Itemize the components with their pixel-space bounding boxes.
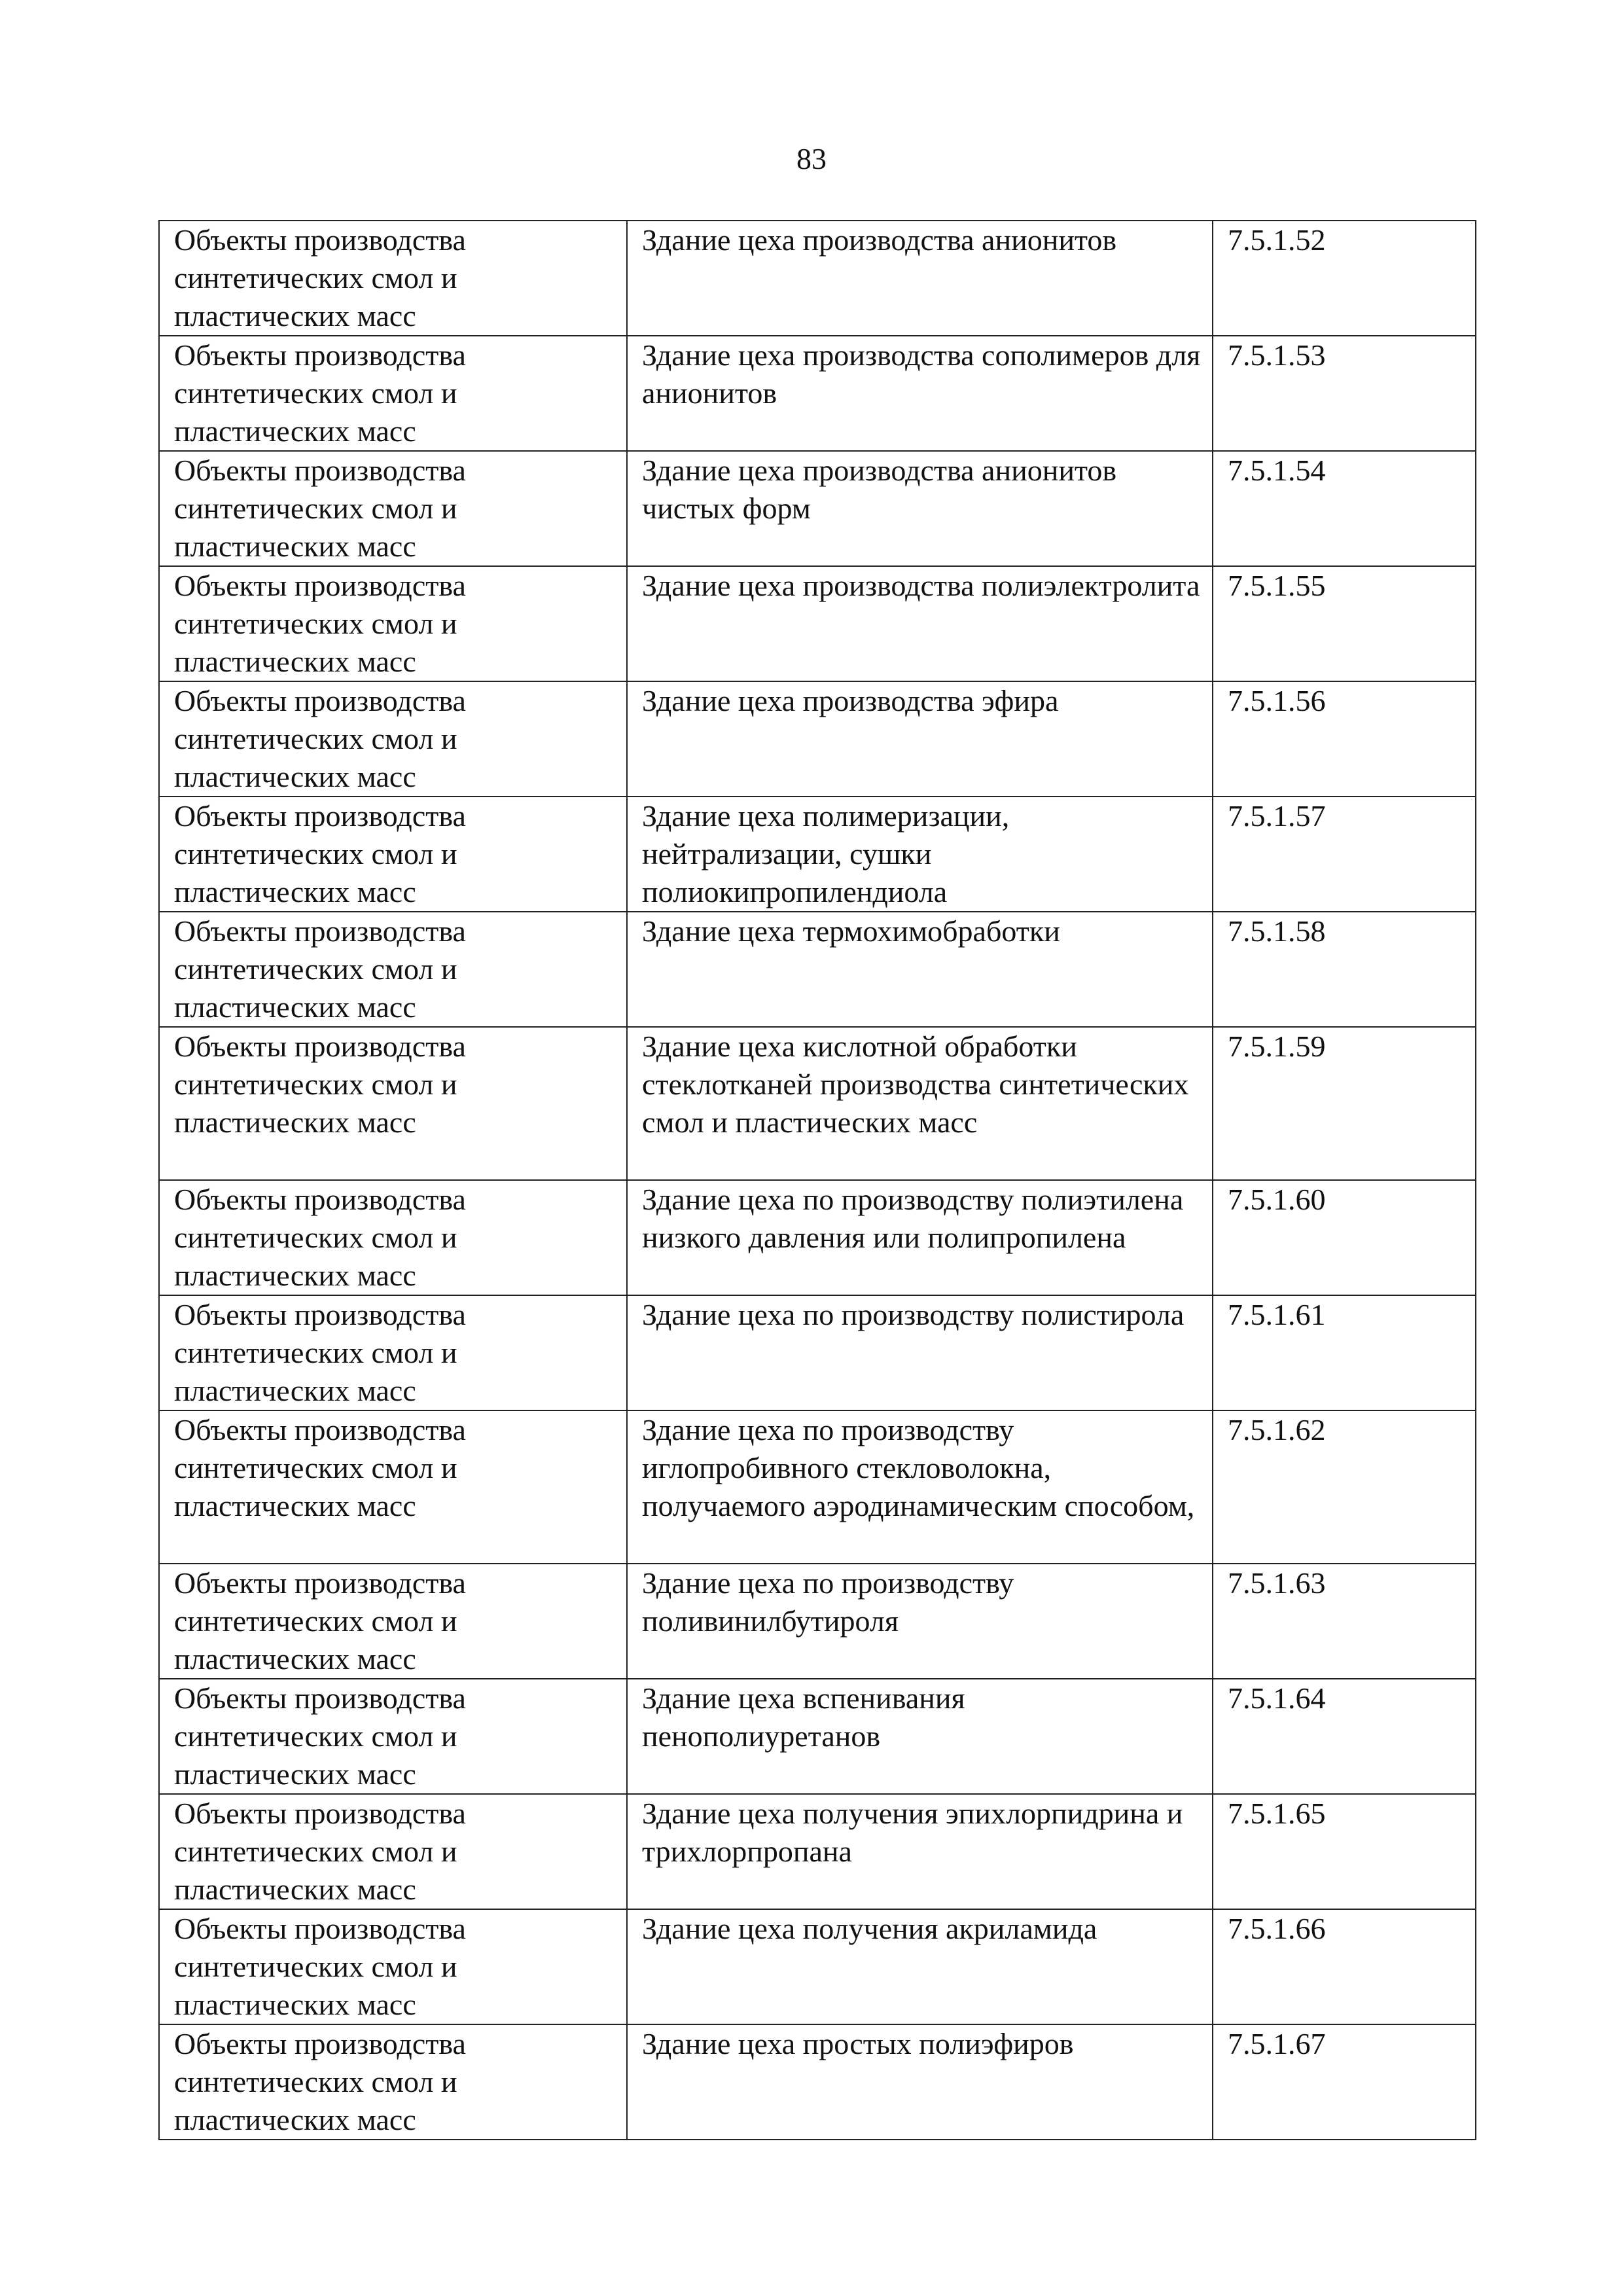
building-cell: Здание цеха по производству полистирола bbox=[627, 1295, 1213, 1410]
building-cell: Здание цеха кислотной обработки стеклотканей производства синтетических смол и пластических масс bbox=[627, 1027, 1213, 1180]
category-cell: Объекты производства синтетических смол и пластических масс bbox=[159, 336, 627, 451]
table-row bbox=[159, 221, 1476, 336]
category-cell: Объекты производства синтетических смол и пластических масс bbox=[159, 2024, 627, 2140]
category-cell: Объекты производства синтетических смол и пластических масс bbox=[159, 1180, 627, 1295]
category-cell: Объекты производства синтетических смол и пластических масс bbox=[159, 1295, 627, 1410]
building-cell: Здание цеха по производству полиэтилена низкого давления или полипропилена bbox=[627, 1180, 1213, 1295]
code-cell: 7.5.1.53 bbox=[1213, 336, 1476, 451]
code-cell: 7.5.1.52 bbox=[1213, 221, 1476, 336]
code-cell: 7.5.1.67 bbox=[1213, 2024, 1476, 2140]
code-cell: 7.5.1.60 bbox=[1213, 1180, 1476, 1295]
category-cell: Объекты производства синтетических смол и пластических масс bbox=[159, 1679, 627, 1794]
building-cell: Здание цеха производства анионитов чистых форм bbox=[627, 451, 1213, 566]
table-row bbox=[159, 912, 1476, 1027]
building-cell: Здание цеха по производству поливинилбутироля bbox=[627, 1564, 1213, 1679]
code-cell: 7.5.1.63 bbox=[1213, 1564, 1476, 1679]
table-row bbox=[159, 1909, 1476, 2024]
code-cell: 7.5.1.59 bbox=[1213, 1027, 1476, 1180]
building-cell: Здание цеха производства анионитов bbox=[627, 221, 1213, 336]
code-cell: 7.5.1.55 bbox=[1213, 566, 1476, 681]
table-row bbox=[159, 2024, 1476, 2140]
building-cell: Здание цеха получения эпихлорпидрина и трихлорпропана bbox=[627, 1794, 1213, 1909]
table-row bbox=[159, 1027, 1476, 1180]
table-row bbox=[159, 336, 1476, 451]
page-number: 83 bbox=[796, 142, 827, 175]
category-cell: Объекты производства синтетических смол и пластических масс bbox=[159, 1410, 627, 1564]
table-row bbox=[159, 1794, 1476, 1909]
category-cell: Объекты производства синтетических смол и пластических масс bbox=[159, 681, 627, 797]
category-cell: Объекты производства синтетических смол и пластических масс bbox=[159, 1909, 627, 2024]
table-row bbox=[159, 1295, 1476, 1410]
table-row bbox=[159, 797, 1476, 912]
category-cell: Объекты производства синтетических смол и пластических масс bbox=[159, 1794, 627, 1909]
building-cell: Здание цеха термохимобработки bbox=[627, 912, 1213, 1027]
category-cell: Объекты производства синтетических смол и пластических масс bbox=[159, 566, 627, 681]
building-cell: Здание цеха производства полиэлектролита bbox=[627, 566, 1213, 681]
building-cell: Здание цеха производства эфира bbox=[627, 681, 1213, 797]
table-row bbox=[159, 1180, 1476, 1295]
code-cell: 7.5.1.61 bbox=[1213, 1295, 1476, 1410]
building-cell: Здание цеха по производству иглопробивного стекловолокна, получаемого аэродинамическим способом, bbox=[627, 1410, 1213, 1564]
category-cell: Объекты производства синтетических смол и пластических масс bbox=[159, 221, 627, 336]
building-cell: Здание цеха получения акриламида bbox=[627, 1909, 1213, 2024]
code-cell: 7.5.1.56 bbox=[1213, 681, 1476, 797]
registry-table bbox=[158, 220, 1476, 2140]
building-cell: Здание цеха производства сополимеров для анионитов bbox=[627, 336, 1213, 451]
building-cell: Здание цеха вспенивания пенополиуретанов bbox=[627, 1679, 1213, 1794]
table-row bbox=[159, 451, 1476, 566]
registry-table-body bbox=[159, 221, 1476, 2140]
table-row bbox=[159, 681, 1476, 797]
code-cell: 7.5.1.64 bbox=[1213, 1679, 1476, 1794]
category-cell: Объекты производства синтетических смол и пластических масс bbox=[159, 1027, 627, 1180]
category-cell: Объекты производства синтетических смол и пластических масс bbox=[159, 797, 627, 912]
category-cell: Объекты производства синтетических смол и пластических масс bbox=[159, 451, 627, 566]
code-cell: 7.5.1.58 bbox=[1213, 912, 1476, 1027]
category-cell: Объекты производства синтетических смол и пластических масс bbox=[159, 1564, 627, 1679]
building-cell: Здание цеха простых полиэфиров bbox=[627, 2024, 1213, 2140]
category-cell: Объекты производства синтетических смол и пластических масс bbox=[159, 912, 627, 1027]
table-row bbox=[159, 566, 1476, 681]
code-cell: 7.5.1.57 bbox=[1213, 797, 1476, 912]
table-row bbox=[159, 1679, 1476, 1794]
code-cell: 7.5.1.54 bbox=[1213, 451, 1476, 566]
code-cell: 7.5.1.62 bbox=[1213, 1410, 1476, 1564]
code-cell: 7.5.1.65 bbox=[1213, 1794, 1476, 1909]
code-cell: 7.5.1.66 bbox=[1213, 1909, 1476, 2024]
building-cell: Здание цеха полимеризации, нейтрализации, сушки полиокипропилендиола bbox=[627, 797, 1213, 912]
table-row bbox=[159, 1564, 1476, 1679]
table-row bbox=[159, 1410, 1476, 1564]
